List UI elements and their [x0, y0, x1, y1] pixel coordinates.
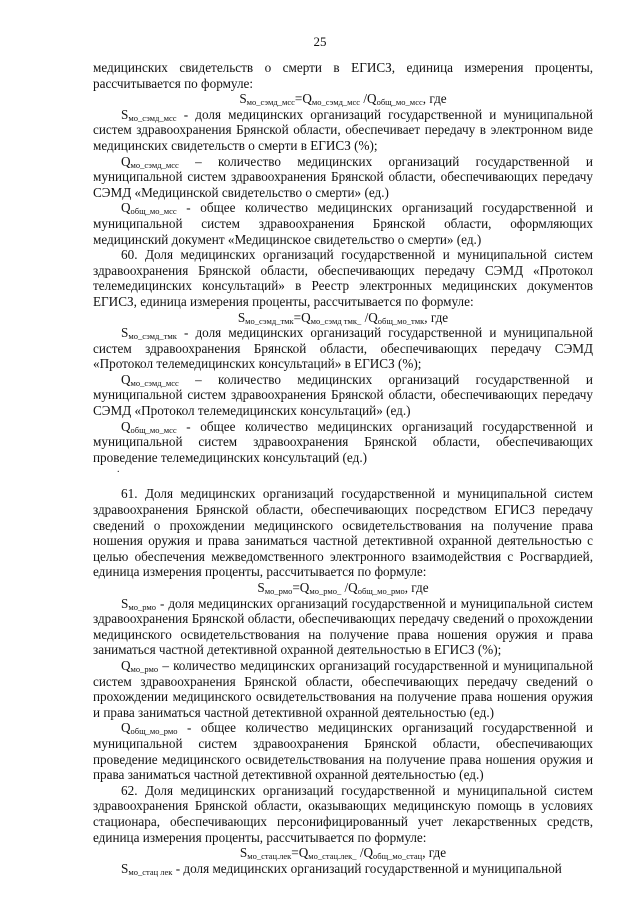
- text-run: Q: [121, 418, 131, 434]
- text-run: 60. Доля медицинских организаций государственной и муниципальной систем здравоохранения Брянской области, обеспечивающих передачу СЭМД «Протокол телемедицинских консультаций» в Реестр электронных медицинских документов ЕГИСЗ, единица измерения проценты, рассчитывается по формуле:: [93, 247, 593, 309]
- paragraph: [93, 325, 593, 372]
- text-run: S: [121, 106, 129, 122]
- text-run: =Q: [291, 845, 309, 861]
- subscript-text: мо_сэмд_мсс: [130, 377, 179, 388]
- subscript-text: мо_сэмд_мсс: [128, 112, 177, 123]
- text-run: /Q: [341, 580, 358, 595]
- paragraph: [93, 419, 593, 466]
- formula: [93, 310, 593, 326]
- subscript-text: мо_сэмд_тмк: [245, 315, 294, 326]
- formula: [93, 845, 593, 861]
- subscript-text: общ_мо_рмо: [130, 726, 178, 737]
- text-run: Q: [121, 720, 131, 736]
- page-number: 25: [313, 34, 327, 49]
- paragraph: [93, 372, 593, 419]
- subscript-text: мо_рмо: [130, 663, 159, 674]
- text-run: , где: [424, 309, 449, 325]
- text-run: .: [117, 464, 120, 476]
- subscript-text: общ_мо_мсс: [130, 424, 177, 435]
- text-run: Q: [121, 153, 131, 169]
- text-run: =Q: [294, 91, 312, 107]
- text-run: , где: [422, 91, 447, 107]
- text-run: - общее количество медицинских организаций государственной и муниципальной систем здравоохранения Брянской области, обеспечивающих проведение телемедицинских консультаций (ед.): [93, 418, 593, 465]
- subscript-text: общ_мо_мсс: [130, 206, 177, 217]
- subscript-text: мо_рмо: [264, 586, 293, 596]
- subscript-text: общ_мо_стац: [373, 851, 423, 862]
- text-run: Q: [121, 371, 131, 387]
- text-run: - общее количество медицинских организаций государственной и муниципальной систем здравоохранения Брянской области, обеспечивающих проведение медицинского освидетельствования на получение права ношения оружия и права заниматься частной детективной охранной деятельностью (ед.): [93, 720, 593, 783]
- subscript-text: мо_сэмд_мсс: [130, 159, 179, 170]
- text-run: 62. Доля медицинских организаций государственной и муниципальной систем здравоохранения Брянской области, оказывающих медицинскую помощь в условиях стационара, обеспечивающих персонифицированный учет лекарственных средств, единица измерения проценты, рассчитывается по формуле:: [93, 782, 593, 845]
- paragraph: [93, 720, 593, 782]
- text-run: S: [237, 309, 246, 325]
- subscript-text: мо_стац.лек: [247, 851, 292, 862]
- text-run: =Q: [292, 580, 310, 595]
- paragraph: [93, 861, 593, 877]
- subscript-text: мо_сэмд_мсс: [311, 97, 361, 108]
- paragraph: [93, 154, 593, 201]
- text-run: - доля медицинских организаций государственной и муниципальной: [172, 860, 562, 876]
- subscript-text: мо_рмо_: [309, 586, 342, 596]
- subscript-text: общ_мо_мсс: [376, 97, 423, 108]
- subscript-text: мо_рмо: [128, 601, 156, 612]
- text-run: S: [239, 845, 248, 861]
- text-run: – количество медицинских организаций государственной и муниципальной систем здравоохранения Брянской области, обеспечивающих передачу СЭМД «Медицинской свидетельство о смерти» (ед.): [93, 153, 593, 200]
- document-body: [93, 60, 593, 876]
- paragraph: [93, 783, 593, 845]
- text-run: S: [239, 91, 247, 107]
- text-run: , где: [404, 580, 429, 595]
- subscript-text: мо_сэмд тмк_: [310, 315, 362, 326]
- text-run: /Q: [360, 91, 377, 107]
- text-run: - общее количество медицинских организаций государственной и муниципальной систем здравоохранения Брянской области, оформляющих медицинский документ «Медицинское свидетельство о смерти» (ед.): [93, 200, 593, 247]
- text-run: 61. Доля медицинских организаций государственной и муниципальной систем здравоохранения Брянской области, обеспечивающих посредством ЕГИСЗ передачу сведений о прохождении медицинского освидетельствования на получение права ношения оружия и права заниматься частной детективной охранной деятельностью с целью обеспечения межведомственного электронного взаимодействия с Росгвардией, единица измерения проценты, рассчитывается по формуле:: [93, 486, 593, 580]
- text-run: , где: [422, 845, 447, 861]
- text-run: =Q: [293, 309, 311, 325]
- text-run: медицинских свидетельств о смерти в ЕГИСЗ, единица измерения проценты, рассчитывается по формуле:: [93, 60, 593, 91]
- subscript-text: мо_стац лек: [128, 866, 173, 877]
- paragraph: [93, 247, 593, 309]
- text-run: – количество медицинских организаций государственной и муниципальной систем здравоохранения Брянской области, обеспечивающих передачу сведений о прохождении медицинского освидетельствования на получение права ношения оружия и права заниматься частной детективной охранной деятельностью (ед.): [93, 657, 593, 720]
- paragraph: [93, 200, 593, 247]
- stray-mark: [93, 465, 593, 475]
- text-run: /Q: [361, 309, 378, 325]
- text-run: Q: [121, 200, 131, 216]
- text-run: /Q: [356, 845, 374, 861]
- paragraph: [93, 658, 593, 720]
- text-run: - доля медицинских организаций государственной и муниципальной систем здравоохранения Брянской области, обеспечивающих передачу сведений о прохождении медицинского освидетельствования на получение права ношения оружия и права заниматься частной детективной охранной деятельностью в ЕГИСЗ (%);: [93, 595, 593, 658]
- formula: [93, 91, 593, 107]
- text-run: S: [121, 325, 129, 341]
- subscript-text: общ_мо_рмо: [357, 586, 405, 596]
- text-run: – количество медицинских организаций государственной и муниципальной систем здравоохранения Брянской области, обеспечивающих передачу СЭМД «Протокол телемедицинских консультаций» (ед.): [93, 371, 593, 419]
- subscript-text: общ_мо_тмк: [377, 315, 425, 326]
- subscript-text: мо_сэмд_мсс: [246, 97, 295, 108]
- text-run: - доля медицинских организаций государственной и муниципальной систем здравоохранения Брянской области, обеспечивающих передачу СЭМД «Протокол телемедицинских консультаций» в ЕГИСЗ (%);: [93, 325, 593, 372]
- subscript-text: мо_сэмд_тмк: [128, 331, 177, 342]
- paragraph: [93, 486, 593, 580]
- text-run: S: [121, 595, 129, 611]
- subscript-text: мо_стац.лек_: [308, 851, 357, 862]
- text-run: - доля медицинских организаций государственной и муниципальной систем здравоохранения Брянской области, обеспечивает передачу в электронном виде медицинских свидетельств о смерти в ЕГИСЗ (%);: [93, 106, 593, 153]
- formula: [93, 580, 593, 596]
- paragraph: [93, 107, 593, 154]
- text-run: S: [121, 860, 129, 876]
- text-run: S: [257, 580, 265, 595]
- paragraph: [93, 596, 593, 658]
- text-run: Q: [121, 657, 131, 673]
- paragraph: [93, 60, 593, 91]
